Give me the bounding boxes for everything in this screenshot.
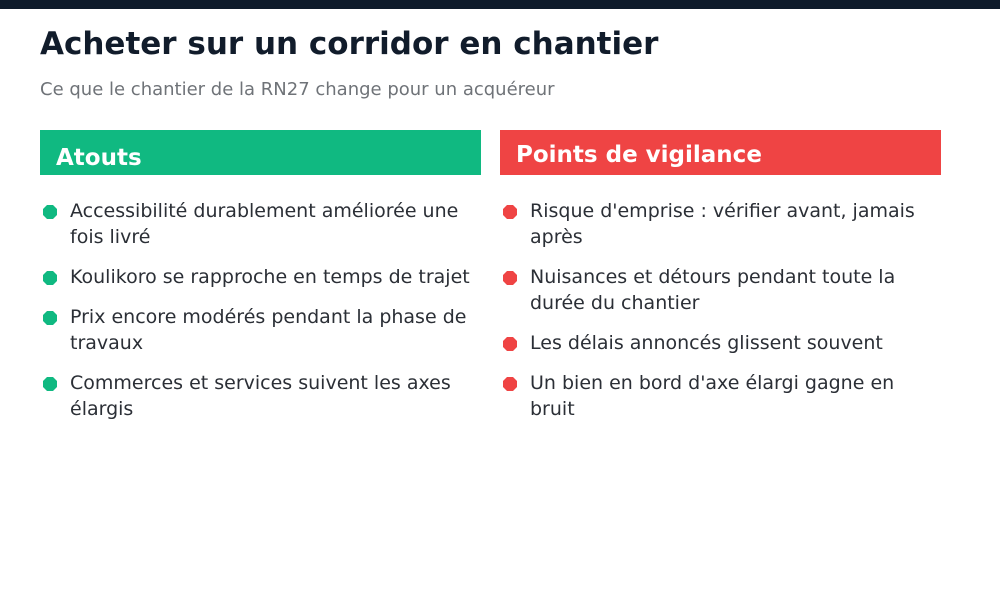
red-bullet-icon <box>503 337 517 351</box>
cons-item-text: Risque d'emprise : vérifier avant, jamais après <box>530 200 915 248</box>
cons-list-item <box>500 198 941 250</box>
green-bullet-icon <box>43 377 57 391</box>
pros-list-item <box>40 304 481 356</box>
pros-list-item <box>40 370 481 422</box>
cons-heading: Points de vigilance <box>500 130 941 175</box>
cons-column <box>500 130 941 436</box>
pros-heading: Atouts <box>40 130 481 175</box>
red-bullet-icon <box>503 271 517 285</box>
green-bullet-icon <box>43 311 57 325</box>
green-bullet-icon <box>43 271 57 285</box>
cons-item-text: Nuisances et détours pendant toute la durée du chantier <box>530 266 896 314</box>
top-accent-bar <box>0 0 1000 9</box>
page-subtitle: Ce que le chantier de la RN27 change pour un acquéreur <box>40 79 555 100</box>
cons-list-item <box>500 264 941 316</box>
red-bullet-icon <box>503 377 517 391</box>
pros-item-text: Accessibilité durablement améliorée une fois livré <box>70 200 459 248</box>
cons-list <box>500 198 941 422</box>
pros-column <box>40 130 481 436</box>
pros-list <box>40 198 481 422</box>
pros-list-item <box>40 198 481 250</box>
page-title: Acheter sur un corridor en chantier <box>40 26 659 62</box>
pros-list-item <box>40 264 481 290</box>
pros-item-text: Commerces et services suivent les axes élargis <box>70 372 451 420</box>
cons-item-text: Un bien en bord d'axe élargi gagne en bruit <box>530 372 895 420</box>
red-bullet-icon <box>503 205 517 219</box>
cons-list-item <box>500 370 941 422</box>
green-bullet-icon <box>43 205 57 219</box>
cons-list-item <box>500 330 941 356</box>
cons-item-text: Les délais annoncés glissent souvent <box>530 332 883 354</box>
pros-item-text: Koulikoro se rapproche en temps de trajet <box>70 266 470 288</box>
pros-item-text: Prix encore modérés pendant la phase de travaux <box>70 306 467 354</box>
